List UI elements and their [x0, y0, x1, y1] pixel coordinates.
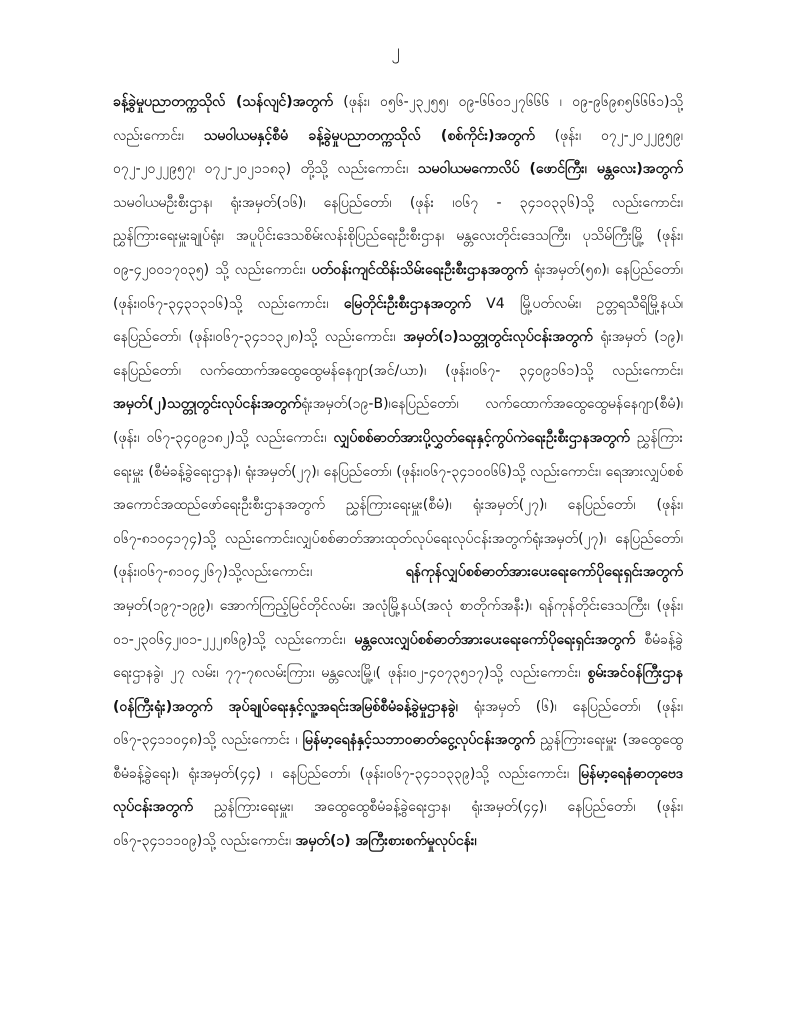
bold-text-segment: ခန့်ခွဲမှုပညာတက္ကသိုလ် (သန်လျင်)အတွက် [113, 94, 333, 110]
bold-text-segment: သမဝါယမကောလိပ် (ဖောင်ကြီး၊ မန္တလေး)အတွက် [417, 161, 683, 178]
text-segment: ရုံးအမှတ်(၅၈)၊ နေပြည်တော်၊ (ဖုန်း၊၀၆၇-၃၄၃၁၃၁၆)သို့ လည်းကောင်း၊ [113, 261, 683, 312]
bold-text-segment: သမဝါယမနှင့်စီမံ ခန့်ခွဲမှုပညာတက္ကသိုလ် (စစ်ကိုင်း)အတွက် [203, 127, 535, 144]
bold-text-segment: မန္တလေးလျှပ်စစ်ဓာတ်အားပေးရေးကော်ပိုရေးရှင်းအတွက် [354, 631, 636, 648]
bold-text-segment: လျှပ်စစ်ဓာတ်အားပို့လွှတ်ရေးနှင့်ကွပ်ကဲရေးဦးစီးဌာနအတွက် [333, 429, 630, 446]
page-number: ၂ [391, 41, 400, 61]
text-segment: ရုံးအမှတ်(၁၉-B)၊နေပြည်တော်၊ လက်ထောက်အထွေထွေမန်နေဂျာ(စီမံ)၊ (ဖုန်း၊ ၀၆၇-၃၄၀၉၁၈၂)သို့ လည်းကောင်း၊ [113, 396, 683, 446]
text-segment: စီမံခန့်ခွဲရေးဌာနခွဲ၊ ၂၇ လမ်း၊ ၇၇-၇၈လမ်းကြား၊ မန္တလေးမြို့၊( ဖုန်း၊၀၂-၄၀၇၃၅၁၇)သို့ လည်းကောင်း၊ [113, 631, 683, 682]
text-segment: သမဝါယမဦးစီးဌာန၊ ရုံးအမှတ်(၁၆)၊ နေပြည်တော်၊ (ဖုန်း ၊၀၆၇ - ၃၄၁၀၃၃၆)သို့ လည်းကောင်း၊ ညွှန်ကြားရေးမှူးချုပ်ရုံး၊ အပူပိုင်းဒေသစိမ်းလန်းစိုပြည်ရေးဦးစီးဌာန၊ မန္တလေးတိုင်းဒေသကြီး၊ ပုသိမ်ကြီးမြို့ (ဖုန်း၊ ၀၉-၄၂၀၀၁၇၀၃၅) သို့ လည်းကောင်း၊ [113, 194, 683, 278]
text-segment: (ဖုန်း၊ ၀၅၆-၂၃၂၅၅၊ ၀၉-၆၆၀၁၂၇၆၆၆ ၊ ၀၉-၉၆၉၈၅၆၆၆၁)သို့ လည်းကောင်း၊ [113, 94, 683, 144]
bold-text-segment: အမှတ်(၁) အကြီးစားစက်မှုလုပ်ငန်း၊ [295, 833, 477, 850]
text-segment: ညွှန်ကြားရေးမှူး (အထွေထွေစီမံခန့်ခွဲရေး)၊ ရုံးအမှတ်(၄၄) ၊ နေပြည်တော်၊ (ဖုန်း၊၀၆၇-၃၄၁၁၃၃၉)သို့ လည်းကောင်း၊ [113, 732, 683, 782]
bold-text-segment: မြန်မာ့ရေနံနှင့်သဘာဝဓာတ်ငွေ့လုပ်ငန်းအတွက် [302, 732, 535, 749]
bold-text-segment: အမှတ်(၁)သတ္တုတွင်းလုပ်ငန်းအတွက် [403, 329, 593, 346]
text-segment: ညွှန်ကြားရေးမှူး၊ အထွေထွေစီမံခန့်ခွဲရေးဌာန၊ ရုံးအမှတ်(၄၄)၊ နေပြည်တော်၊ (ဖုန်း၊၀၆၇-၃၄၁၁၁၀၉)သို့ လည်းကောင်း၊ [113, 799, 683, 850]
bold-text-segment: အမှတ်(၂)သတ္တုတွင်းလုပ်ငန်းအတွက် [113, 396, 302, 413]
text-segment: အမှတ်(၁၉၇-၁၉၉)၊ အောက်ကြည့်မြင်တိုင်လမ်း၊ အလုံမြို့နယ်(အလုံ စာတိုက်အနီး)၊ ရန်ကုန်တိုင်းဒေသကြီး၊ (ဖုန်း၊၀၁-၂၃၀၆၄၂၊၀၁-၂၂၂၈၆၉)သို့ လည်းကောင်း၊ [113, 597, 683, 648]
body-paragraph [113, 86, 683, 1016]
bold-text-segment: မြေတိုင်းဦးစီးဌာနအတွက် [343, 295, 471, 312]
text-segment: V4 မြို့ပတ်လမ်း၊ ဥတ္တရသီရိမြို့နယ်၊ နေပြည်တော်၊ (ဖုန်း၊၀၆၇-၃၄၁၁၃၂၈)သို့ လည်းကောင်း၊ [113, 295, 683, 346]
bold-text-segment: စွမ်းအင်ဝန်ကြီးဌာန (ဝန်ကြီးရုံး)အတွက် အုပ်ချုပ်ရေးနှင့်လူ့အရင်းအမြစ်စီမံခန့်ခွဲမှုဌာနခွဲ၊ [113, 665, 683, 715]
bold-text-segment: ပတ်ဝန်းကျင်ထိန်းသိမ်းရေးဦးစီးဌာနအတွက် [311, 261, 528, 278]
text-segment: ညွှန်ကြားရေးမှူး (စီမံခန့်ခွဲရေးဌာန)၊ ရုံးအမှတ်(၂၇)၊ နေပြည်တော်၊ (ဖုန်း၊၀၆၇-၃၄၁၀၀၆၆)သို့ လည်းကောင်း၊ ရေအားလျှပ်စစ်အကောင်အထည်ဖော်ရေးဦးစီးဌာနအတွက် ညွှန်ကြားရေးမှူး(စီမံ)၊ ရုံးအမှတ်(၂၇)၊ နေပြည်တော်၊ (ဖုန်း၊၀၆၇-၈၁၀၄၁၇၄)သို့ လည်းကောင်း၊လျှပ်စစ်ဓာတ်အားထုတ်လုပ်ရေးလုပ်ငန်းအတွက်ရုံးအမှတ်(၂၇)၊ နေပြည်တော်၊ (ဖုန်း၊၀၆၇-၈၁၀၄၂၆၇)သို့လည်းကောင်း၊ [113, 429, 683, 581]
text-segment: ရုံးအမှတ် (၁၉)၊ နေပြည်တော်၊ လက်ထောက်အထွေထွေမန်နေဂျာ(အင်/ယာ)၊ (ဖုန်း၊၀၆၇- ၃၄၀၉၁၆၁)သို့ လည်းကောင်း၊ [113, 329, 683, 379]
bold-text-segment: ရန်ကုန်လျှပ်စစ်ဓာတ်အားပေးရေးကော်ပိုရေးရှင်းအတွက် [405, 564, 683, 581]
text-segment: ရုံးအမှတ် (၆)၊ နေပြည်တော်၊ (ဖုန်း၊၀၆၇-၃၄၁၁၀၄၈)သို့ လည်းကောင်း ၊ [113, 698, 683, 749]
bold-text-segment: မြန်မာ့ရေနံဓာတုဗေဒလုပ်ငန်းအတွက် [113, 765, 683, 816]
text-segment: (ဖုန်း၊ ၀၇၂-၂၀၂၂၉၅၉၊ ၀၇၂-၂၀၂၂၉၅၇၊ ၀၇၂-၂၀၂၁၁၈၃) တို့သို့ လည်းကောင်း၊ [113, 127, 683, 178]
